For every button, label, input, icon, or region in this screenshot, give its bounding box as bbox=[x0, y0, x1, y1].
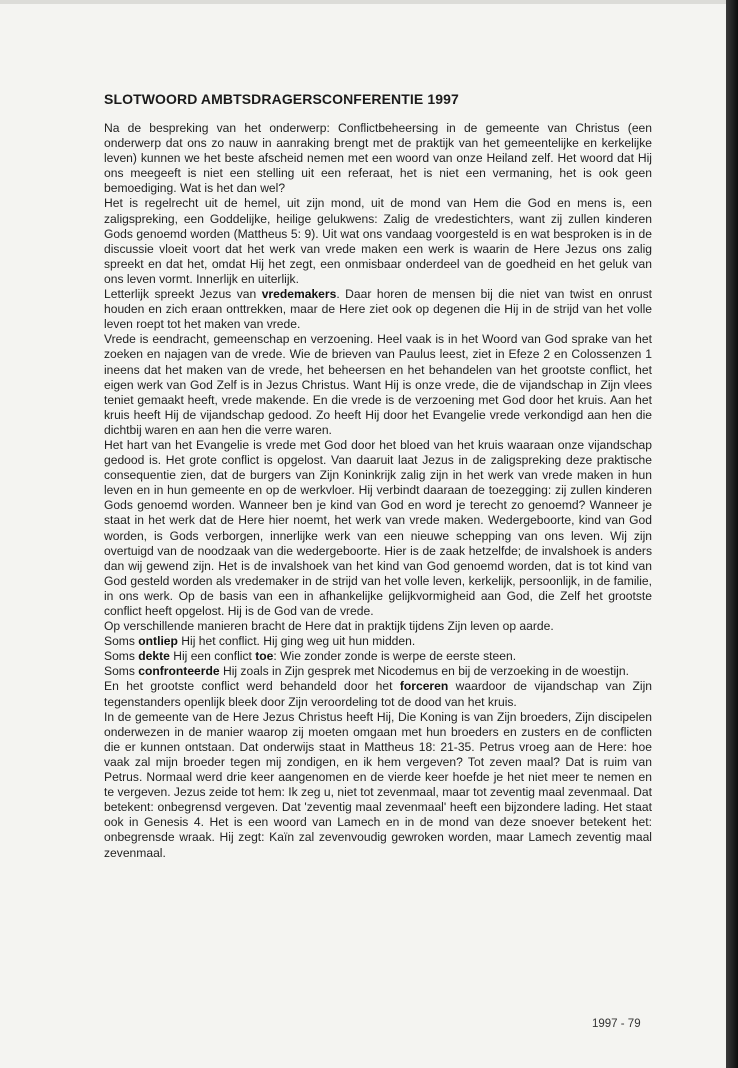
paragraph-7-text-rest: Hij het conflict. Hij ging weg uit hun midden. bbox=[177, 634, 416, 649]
body-text bbox=[104, 121, 652, 861]
page-content bbox=[104, 91, 652, 861]
paragraph-10-text: En het grootste conflict werd behandeld door het bbox=[104, 679, 400, 694]
paragraph-8 bbox=[104, 649, 652, 664]
paragraph-5: Het hart van het Evangelie is vrede met God door het bloed van het kruis waaraan onze vijandschap gedood is. Het grote conflict is opgelost. Van daaruit laat Jezus in de zaligspreking deze praktische consequentie zien, dat de burgers van Zijn Koninkrijk zalig zijn in het werk van vrede maken in hun leven en in hun gemeente en op de werkvloer. Hij verbindt daaraan de toezegging: zij zullen kinderen Gods genoemd worden. Wanneer ben je kind van God en word je terecht zo genoemd? Wanneer je staat in het werk dat de Here hier noemt, het werk van vrede maken. Wedergeboorte, kind van God worden, is Gods verborgen, innerlijke werk van een nieuwe schepping van ons leven. Wij zijn overtuigd van de noodzaak van die wedergeboorte. Hier is de zaak hetzelfde; de invalshoek is anders dan wij gewend zijn. Het is de invalshoek van het kind van God genoemd worden, dat is tot kind van God gesteld worden als vredemaker in de strijd van het volle leven, kerkelijk, persoonlijk, in de familie, in ons werk. Op de basis van een in afhankelijke gelijkvormigheid aan God, die Zelf het grootste conflict heeft opgelost. Hij is de God van de vrede. bbox=[104, 437, 652, 618]
paragraph-8-text: Soms bbox=[104, 649, 139, 664]
page-number: 1997 - 79 bbox=[592, 1018, 641, 1030]
emphasis-ontliep: ontliep bbox=[138, 634, 178, 649]
paragraph-6: Op verschillende manieren bracht de Here dat in praktijk tijdens Zijn leven op aarde. bbox=[104, 619, 554, 634]
emphasis-dekte: dekte bbox=[138, 649, 170, 664]
paragraph-8-text-mid: Hij een conflict bbox=[169, 649, 256, 664]
paragraph-8-text-rest: : Wie zonder zonde is werpe de eerste steen. bbox=[273, 649, 517, 664]
paragraph-4: Vrede is eendracht, gemeenschap en verzoening. Heel vaak is in het Woord van God sprake van het zoeken en najagen van de vrede. Wie de brieven van Paulus leest, ziet in Efeze 2 en Colossenzen 1 ineens dat het maken van de vrede, het beheersen en het behandelen van het grootste conflict, het eigen werk van God Zelf is in Jezus Christus. Want Hij is onze vrede, die de vijandschap in Zijn vlees teniet gemaakt heeft, vrede makende. En die vrede is de verzoening met God door het kruis. Aan het kruis heeft Hij de vijandschap gedood. Zo heeft Hij door het Evangelie vrede verkondigd aan hen die dichtbij waren en aan hen die verre waren. bbox=[104, 332, 652, 437]
paragraph-10 bbox=[104, 679, 652, 709]
paragraph-11: In de gemeente van de Here Jezus Christus heeft Hij, Die Koning is van Zijn broeders, Zijn discipelen onderwezen in de manier waarop zij moeten omgaan met hun broeders en zusters en de conflicten die er kunnen ontstaan. Dat onderwijs staat in Mattheus 18: 21-35. Petrus vroeg aan de Here: hoe vaak zal mijn broeder tegen mij zondigen, en ik hem vergeven? Tot zeven maal? Dat is ruim van Petrus. Normaal werd drie keer aangenomen en de vierde keer hoefde je het niet meer te nemen en te vergeven. Jezus zeide tot hem: Ik zeg u, niet tot zevenmaal, maar tot zeventig maal zevenmaal. Dat betekent: onbegrensd vergeven. Dat 'zeventig maal zevenmaal' heeft een bijzondere lading. Het staat ook in Genesis 4. Het is een woord van Lamech en in de mond van deze snoever betekent het: onbegrensde wraak. Hij zegt: Kaïn zal zevenvoudig gewroken worden, maar Lamech zeventig maal zevenmaal. bbox=[104, 709, 652, 860]
page-top-edge bbox=[0, 0, 726, 4]
page-title: SLOTWOORD AMBTSDRAGERSCONFERENTIE 1997 bbox=[104, 91, 459, 107]
paragraph-9-text-rest: Hij zoals in Zijn gesprek met Nicodemus en bij de verzoeking in de woestijn. bbox=[219, 664, 629, 679]
paragraph-9-text: Soms bbox=[104, 664, 139, 679]
paragraph-9 bbox=[104, 664, 652, 679]
paragraph-7 bbox=[104, 634, 652, 649]
paragraph-3-text-rest: . Daar horen de mensen bij die niet van twist en onrust houden en zich eraan onttrekken, maar de Here ziet ook op degenen die Hij in de strijd van het volle leven roept tot het maken van vrede. bbox=[104, 287, 652, 332]
emphasis-forceren: forceren bbox=[399, 679, 449, 694]
paragraph-1: Na de bespreking van het onderwerp: Conflictbeheersing in de gemeente van Christus (een onderwerp dat ons zo nauw in aanraking brengt met de praktijk van het gemeentelijke en kerkelijke leven) kunnen we het beste afscheid nemen met een woord van onze Heiland zelf. Het woord dat Hij ons meegeeft is niet een stelling uit een referaat, het is niet een vermaning, het is ook geen bemoediging. Wat is het dan wel? bbox=[104, 121, 652, 196]
paragraph-3 bbox=[104, 287, 652, 332]
emphasis-vredemakers: vredemakers bbox=[261, 287, 337, 302]
paragraph-2: Het is regelrecht uit de hemel, uit zijn mond, uit de mond van Hem die God en mens is, een zaligspreking, een Goddelijke, heilige gelukwens: Zalig de vredestichters, want zij zullen kinderen Gods genoemd worden (Mattheus 5: 9). Uit wat ons vandaag voorgesteld is en wat besproken is in de discussie vloeit voort dat het werk van vrede maken een werk is waarin de Here Jezus ons zalig spreekt en dat het, omdat Hij het zegt, een onmisbaar onderdeel van de goedheid en het geluk van ons leven vormt. Innerlijk en uiterlijk. bbox=[104, 196, 652, 286]
emphasis-toe: toe bbox=[255, 649, 274, 664]
paragraph-7-text: Soms bbox=[104, 634, 139, 649]
paragraph-10-text-rest: waardoor de vijandschap van Zijn tegenstanders openlijk bleek door Zijn veroordeling tot de dood van het kruis. bbox=[104, 679, 652, 709]
scan-binding-edge bbox=[726, 0, 738, 1068]
emphasis-confronteerde: confronteerde bbox=[138, 664, 220, 679]
paragraph-3-text: Letterlijk spreekt Jezus van bbox=[104, 287, 262, 302]
